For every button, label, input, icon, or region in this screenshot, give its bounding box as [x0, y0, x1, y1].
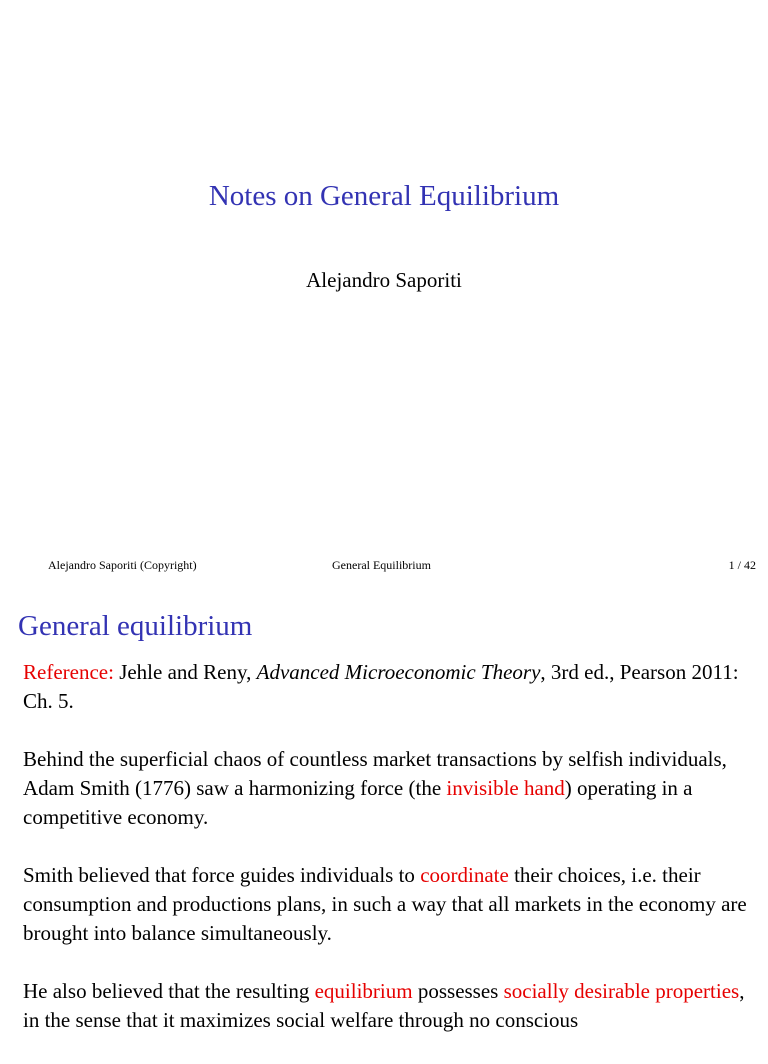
paragraph-text: ) operating in a competitive economy.	[23, 776, 693, 829]
footer-author: Alejandro Saporiti (Copyright)	[48, 558, 197, 572]
paragraph-text: Smith believed that force guides individuals to	[23, 863, 421, 887]
reference-edition: , 3rd ed., Pearson 2011: Ch. 5.	[23, 660, 739, 713]
highlight-coordinate: coordinate	[420, 863, 509, 887]
footer-title: General Equilibrium	[332, 558, 431, 572]
paragraph-text: their choices, i.e. their consumption and productions plans, in such a way that all markets in the economy are brought into balance simultaneously.	[23, 863, 747, 945]
paragraph-text: , in the sense that it maximizes social welfare through no conscious	[23, 979, 745, 1032]
reference-label: Reference:	[23, 660, 114, 684]
reference-book-title: Advanced Microeconomic Theory	[256, 660, 541, 684]
paragraph-text: Behind the superficial chaos of countless market transactions by selfish individuals, Adam Smith (1776) saw a harmonizing force (the	[23, 747, 727, 800]
slide-heading: General equilibrium	[18, 610, 253, 642]
reference-authors: Jehle and Reny,	[113, 660, 257, 684]
presentation-title: Notes on General Equilibrium	[208, 180, 560, 212]
paragraph-text: possesses	[412, 979, 504, 1003]
highlight-socially-desirable: socially desirable properties	[503, 979, 740, 1003]
highlight-invisible-hand: invisible hand	[446, 776, 565, 800]
footer-page-number: 1 / 42	[728, 558, 756, 572]
paragraph-coordinate	[23, 861, 753, 948]
highlight-equilibrium: equilibrium	[314, 979, 413, 1003]
reference-paragraph	[23, 658, 753, 716]
paragraph-text: He also believed that the resulting	[23, 979, 315, 1003]
paragraph-invisible-hand	[23, 745, 753, 832]
author-name: Alejandro Saporiti	[306, 268, 462, 292]
slide-footer	[48, 558, 756, 574]
paragraph-equilibrium	[23, 977, 753, 1035]
content-slide	[0, 586, 768, 1032]
slide-body	[23, 658, 753, 1064]
